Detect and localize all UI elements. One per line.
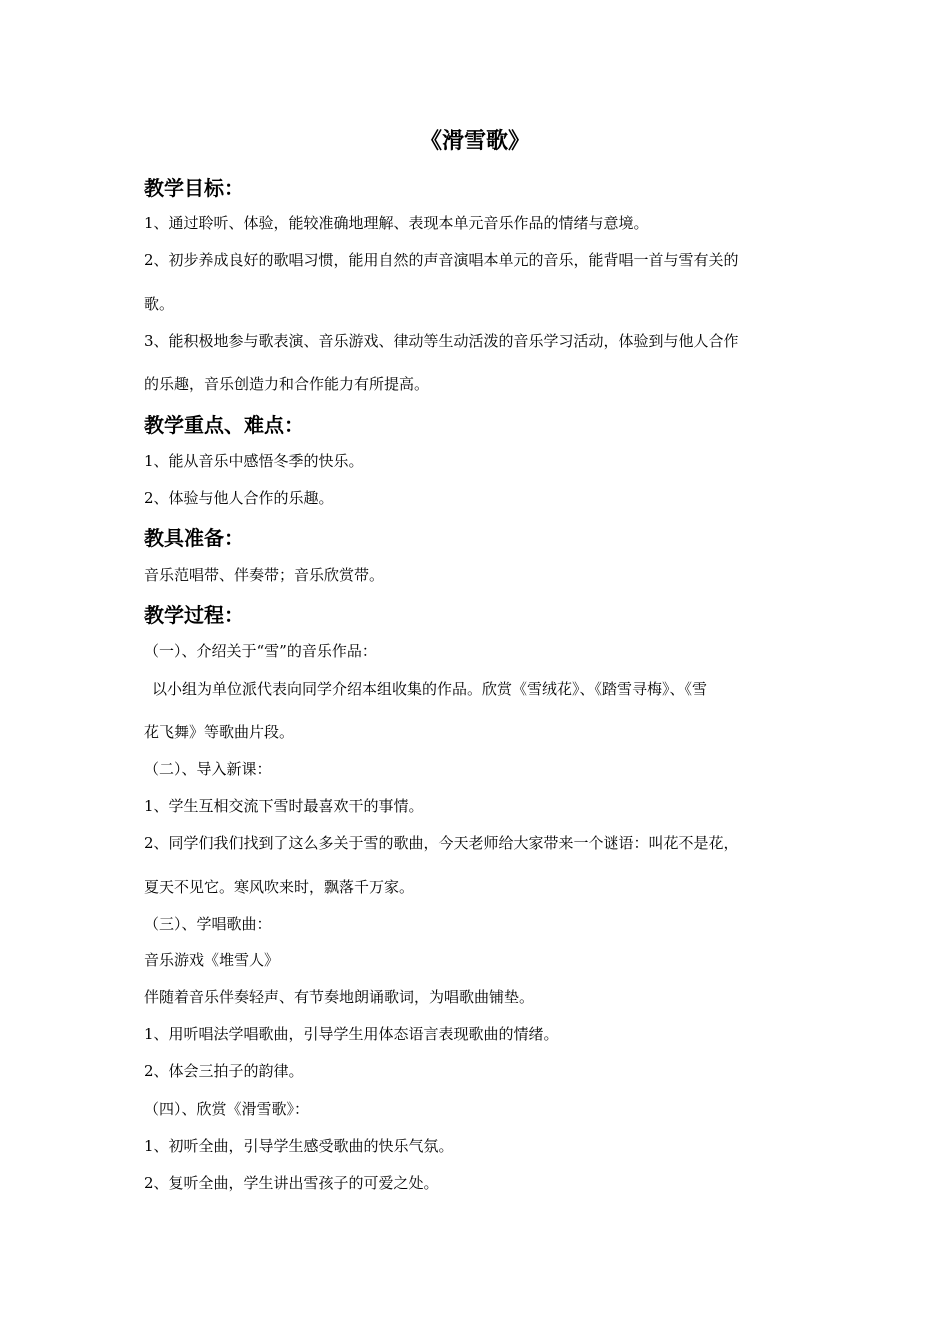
process-line: 2、体会三拍子的韵律。 [144,1062,304,1080]
process-line: 2、同学们我们找到了这么多关于雪的歌曲，今天老师给大家带来一个谜语：叫花不是花， [144,834,739,852]
process-line: （四）、欣赏《滑雪歌》： [144,1100,310,1118]
process-line: 以小组为单位派代表向同学介绍本组收集的作品。欣赏《雪绒花》、《踏雪寻梅》、《雪 [152,680,708,698]
document-title: 《滑雪歌》 [419,129,530,154]
section-heading-tools: 教具准备： [144,526,244,550]
process-line: 1、初听全曲，引导学生感受歌曲的快乐气氛。 [144,1137,454,1155]
goal-line: 2、初步养成良好的歌唱习惯，能用自然的声音演唱本单元的音乐，能背唱一首与雪有关的 [144,251,739,269]
process-line: 伴随着音乐伴奏轻声、有节奏地朗诵歌词，为唱歌曲铺垫。 [144,988,535,1006]
process-line: 2、复听全曲，学生讲出雪孩子的可爱之处。 [144,1174,439,1192]
section-heading-key-points: 教学重点、难点： [144,413,304,437]
key-point-line: 2、体验与他人合作的乐趣。 [144,489,334,507]
process-line: 音乐游戏《堆雪人》 [144,951,280,969]
process-line: （一）、介绍关于“雪”的音乐作品： [144,642,377,660]
goal-line: 的乐趣，音乐创造力和合作能力有所提高。 [144,375,430,393]
goal-line: 1、通过聆听、体验，能较准确地理解、表现本单元音乐作品的情绪与意境。 [144,214,649,232]
section-heading-process: 教学过程： [144,603,244,627]
process-line: 1、用听唱法学唱歌曲，引导学生用体态语言表现歌曲的情绪。 [144,1025,559,1043]
goal-line: 歌。 [144,295,175,313]
process-line: （三）、学唱歌曲： [144,915,272,933]
process-line: 1、学生互相交流下雪时最喜欢干的事情。 [144,797,424,815]
tools-line: 音乐范唱带、伴奏带；音乐欣赏带。 [144,566,385,584]
process-line: （二）、导入新课： [144,760,272,778]
key-point-line: 1、能从音乐中感悟冬季的快乐。 [144,452,364,470]
goal-line: 3、能积极地参与歌表演、音乐游戏、律动等生动活泼的音乐学习活动，体验到与他人合作 [144,332,739,350]
section-heading-goals: 教学目标： [144,176,244,200]
process-line: 花飞舞》等歌曲片段。 [144,723,295,741]
process-line: 夏天不见它。寒风吹来时，飘落千万家。 [144,878,415,896]
